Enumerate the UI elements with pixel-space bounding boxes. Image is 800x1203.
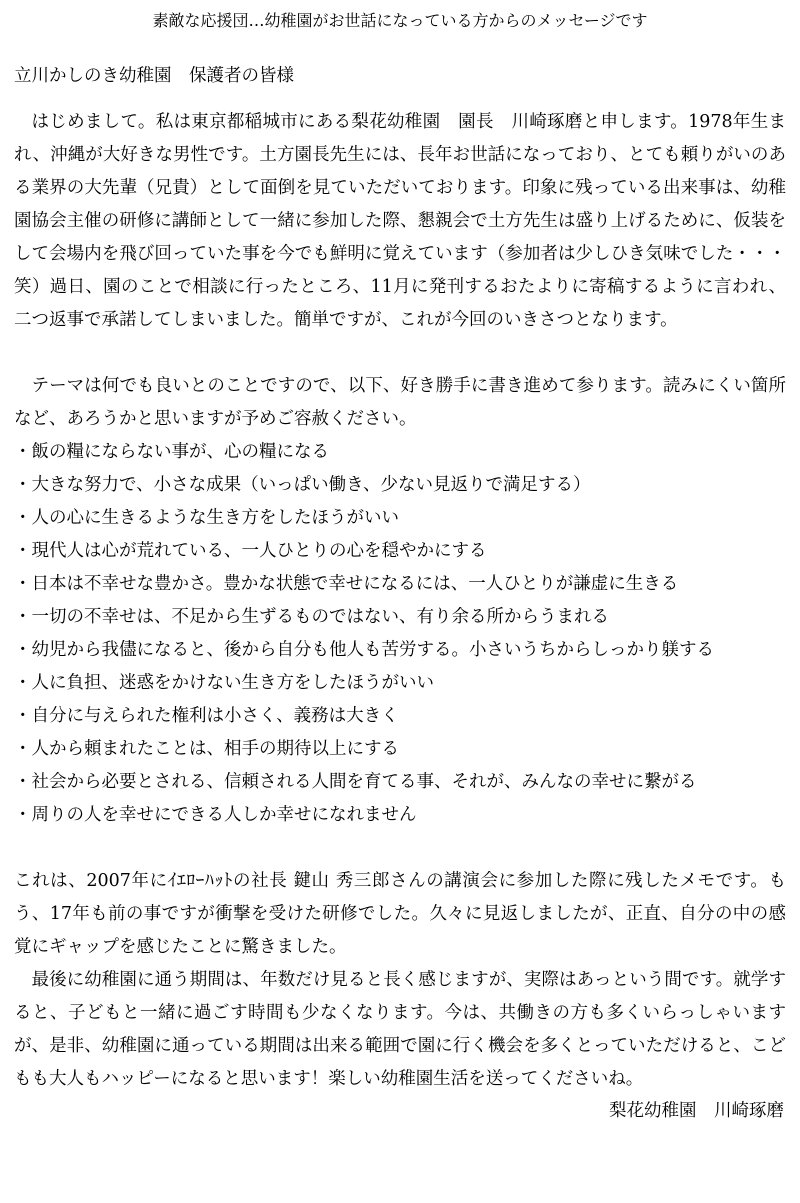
list-item: ・人の心に生きるような生き方をしたほうがいい <box>14 508 399 528</box>
list-item: ・日本は不幸せな豊かさ。豊かな状態で幸せになるには、一人ひとりが謙虚に生きる <box>14 574 679 594</box>
list-item: ・幼児から我儘になると、後から自分も他人も苦労する。小さいうちからしっかり躾する <box>14 640 714 660</box>
list-item: ・周りの人を幸せにできる人しか幸せになれません <box>14 805 417 825</box>
list-item: ・大きな努力で、小さな成果（いっぱい働き、少ない見返りで満足する） <box>14 475 591 495</box>
addressee: 立川かしのき幼稚園 保護者の皆様 <box>14 66 294 86</box>
list-item: ・自分に与えられた権利は小さく、義務は大きく <box>14 706 399 726</box>
paragraph-gap <box>14 337 786 370</box>
signature: 梨花幼稚園 川崎琢磨 <box>609 1101 784 1121</box>
list-item: ・社会から必要とされる、信頼される人間を育てる事、それが、みんなの幸せに繋がる <box>14 772 697 792</box>
paragraph-gap <box>14 832 786 865</box>
memo-paragraph: これは、2007年にｲｴﾛｰﾊｯﾄの社長 鍵山 秀三郎さんの講演会に参加した際に残したメモです。もう、17年も前の事ですが衝撃を受けた研修でした。久々に見返しましたが、正直、自分の中の感覚にギャップを感じたことに驚きました。 <box>14 871 786 957</box>
list-item: ・人に負担、迷惑をかけない生き方をしたほうがいい <box>14 673 434 693</box>
document-title: 素敵な応援団…幼稚園がお世話になっている方からのメッセージです <box>152 11 648 30</box>
intro-paragraph: はじめまして。私は東京都稲城市にある梨花幼稚園 園長 川崎琢磨と申します。1978年生まれ、沖縄が大好きな男性です。土方園長先生には、長年お世話になっており、とても頼りがいのある業界の大先輩（兄貴）として面倒を見ていただいております。印象に残っている出来事は、幼稚園協会主催の研修に講師として一緒に参加した際、懇親会で土方先生は盛り上げるために、仮装をして会場内を飛び回っていた事を今でも鮮明に覚えています（参加者は少しひき気味でした・・・笑）過日、園のことで相談に行ったところ、11月に発刊するおたよりに寄稿するように言われ、二つ返事で承諾してしまいました。簡単ですが、これが今回のいきさつとなります。 <box>14 112 786 330</box>
closing-paragraph: 最後に幼稚園に通う期間は、年数だけ見ると長く感じますが、実際はあっという間です。就学すると、子どもと一緒に過ごす時間も少なくなります。今は、共働きの方も多くいらっしゃいますが、是非、幼稚園に通っている期間は出来る範囲で園に行く機会を多くとっていただけると、こどもも大人もハッピーになると思います！楽しい幼稚園生活を送ってくださいね。 <box>14 970 786 1089</box>
memo-list <box>14 436 786 832</box>
list-item: ・飯の糧にならない事が、心の糧になる <box>14 442 329 462</box>
theme-paragraph: テーマは何でも良いとのことですので、以下、好き勝手に書き進めて参ります。読みにくい箇所など、あろうかと思いますが予めご容赦ください。 <box>14 376 786 429</box>
list-item: ・現代人は心が荒れている、一人ひとりの心を穏やかにする <box>14 541 487 561</box>
list-item: ・一切の不幸せは、不足から生ずるものではない、有り余る所からうまれる <box>14 607 609 627</box>
list-item: ・人から頼まれたことは、相手の期待以上にする <box>14 739 399 759</box>
